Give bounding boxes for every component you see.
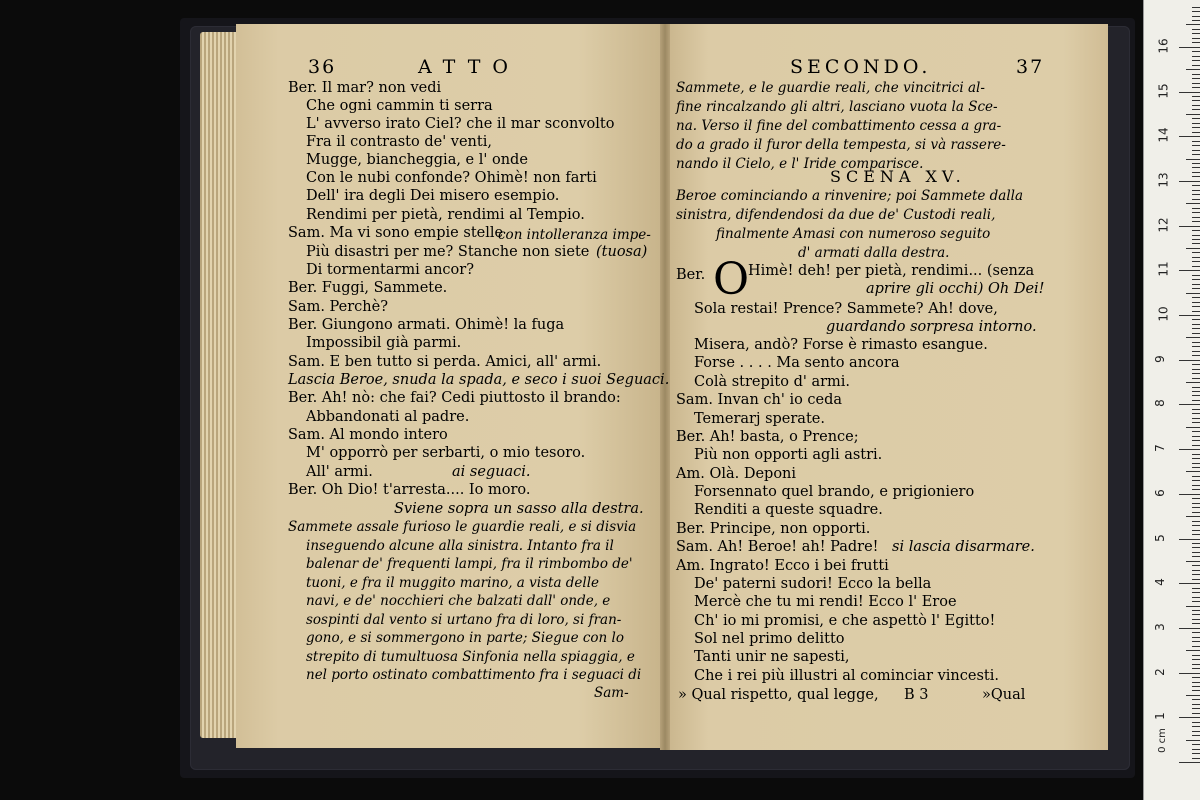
ruler-tick [1192, 51, 1200, 52]
ruler-tick [1192, 409, 1200, 410]
ruler-tick [1192, 476, 1200, 477]
ruler-tick [1192, 167, 1200, 168]
ruler-tick [1192, 458, 1200, 459]
ruler-tick [1192, 690, 1200, 691]
text-line: Am. Olà. Deponi [676, 466, 797, 482]
text-line: Con le nubi confonde? Ohimè! non farti [306, 170, 597, 186]
stage-direction: gono, e si sommergono in parte; Siegue con lo [306, 630, 624, 646]
ruler-tick [1192, 351, 1200, 352]
text-line: Himè! deh! per pietà, rendimi... (senza [748, 263, 1035, 279]
ruler-tick [1186, 650, 1200, 651]
ruler-tick [1192, 641, 1200, 642]
stage-direction: aprire gli occhi) Oh Dei! [866, 281, 1045, 297]
ruler-tick [1192, 369, 1200, 370]
ruler-tick [1192, 217, 1200, 218]
ruler-tick [1186, 203, 1200, 204]
ruler-unit-label: 0 cm [1156, 728, 1168, 753]
text-line: Mercè che tu mi rendi! Ecco l' Eroe [694, 594, 957, 610]
text-line: Colà strepito d' armi. [694, 374, 851, 390]
stage-direction: inseguendo alcune alla sinistra. Intanto fra il [306, 538, 614, 554]
ruler-tick [1192, 722, 1200, 723]
ruler-tick [1192, 208, 1200, 209]
ruler-tick [1186, 114, 1200, 115]
ruler-number: 7 [1152, 444, 1167, 452]
ruler-tick [1192, 20, 1200, 21]
ruler-tick [1192, 574, 1200, 575]
ruler-tick [1192, 431, 1200, 432]
left-page-number: 36 [308, 56, 337, 78]
ruler-tick [1192, 297, 1200, 298]
ruler-tick [1186, 471, 1200, 472]
text-line: L' avverso irato Ciel? che il mar sconvolto [306, 116, 615, 132]
ruler-tick [1192, 570, 1200, 571]
ruler-tick [1192, 489, 1200, 490]
ruler-tick [1192, 749, 1200, 750]
ruler-tick [1192, 664, 1200, 665]
ruler-number: 4 [1152, 578, 1167, 587]
ruler-tick [1179, 583, 1200, 584]
ruler-tick [1192, 614, 1200, 615]
ruler-tick [1192, 176, 1200, 177]
ruler-tick [1192, 319, 1200, 320]
ruler-tick [1192, 83, 1200, 84]
ruler-tick [1192, 530, 1200, 531]
ruler-tick [1192, 619, 1200, 620]
ruler-tick [1192, 364, 1200, 365]
ruler-tick [1192, 288, 1200, 289]
ruler-tick [1179, 181, 1200, 182]
text-line: Sam. Ma vi sono empie stelle [288, 225, 504, 241]
ruler-number: 15 [1156, 82, 1171, 99]
ruler-tick [1192, 194, 1200, 195]
ruler-number: 9 [1152, 354, 1167, 363]
ruler-tick [1192, 333, 1200, 334]
text-line: Ber. Ah! nò: che fai? Cedi piuttosto il brando: [288, 390, 621, 406]
ruler-tick [1192, 579, 1200, 580]
ruler-tick [1192, 592, 1200, 593]
ruler-tick [1179, 494, 1200, 495]
ruler-tick [1192, 440, 1200, 441]
ruler-tick [1192, 221, 1200, 222]
ruler-tick [1186, 561, 1200, 562]
ruler-tick [1192, 480, 1200, 481]
ruler-tick [1192, 16, 1200, 17]
text-line: De' paterni sudori! Ecco la bella [694, 576, 932, 592]
ruler-tick [1192, 87, 1200, 88]
text-line: Sam. Ah! Beroe! ah! Padre! [676, 539, 879, 555]
stage-direction: fine rincalzando gli altri, lasciano vuota la Sce- [676, 99, 998, 115]
ruler-tick [1179, 92, 1200, 93]
ruler-tick [1186, 695, 1200, 696]
ruler-tick [1186, 516, 1200, 517]
text-line: Misera, andò? Forse è rimasto esangue. [694, 337, 988, 353]
ruler-tick [1192, 659, 1200, 660]
ruler-tick [1192, 735, 1200, 736]
ruler-tick [1192, 212, 1200, 213]
stage-direction: (tuosa) [596, 244, 648, 260]
ruler-tick [1179, 360, 1200, 361]
ruler-tick [1192, 324, 1200, 325]
ruler-tick [1192, 29, 1200, 30]
ruler-tick [1192, 534, 1200, 535]
ruler-tick [1192, 467, 1200, 468]
ruler-tick [1192, 436, 1200, 437]
text-line: Renditi a queste squadre. [694, 502, 883, 518]
ruler-tick [1192, 753, 1200, 754]
text-line: Tanti unir ne sapesti, [694, 649, 850, 665]
ruler-tick [1192, 355, 1200, 356]
ruler-tick [1192, 400, 1200, 401]
ruler-number: 6 [1152, 488, 1167, 497]
ruler-tick [1192, 378, 1200, 379]
ruler-tick [1192, 123, 1200, 124]
ruler-number: 2 [1152, 667, 1167, 676]
ruler-tick [1192, 655, 1200, 656]
ruler-tick [1192, 199, 1200, 200]
ruler-tick [1192, 190, 1200, 191]
ruler-tick [1192, 646, 1200, 647]
ruler-tick [1192, 699, 1200, 700]
right-page-number: 37 [1016, 56, 1045, 78]
ruler-tick [1192, 668, 1200, 669]
ruler-tick [1192, 302, 1200, 303]
ruler-tick [1179, 762, 1200, 763]
ruler-tick [1192, 266, 1200, 267]
left-running-header: ATTO [418, 56, 520, 78]
ruler-tick [1192, 96, 1200, 97]
text-line: » Qual rispetto, qual legge, [678, 687, 879, 703]
ruler-tick [1192, 623, 1200, 624]
stage-direction: guardando sorpresa intorno. [826, 319, 1037, 335]
stage-direction: nel porto ostinato combattimento fra i seguaci di [306, 667, 642, 683]
ruler-tick [1179, 404, 1200, 405]
ruler-number: 8 [1152, 399, 1167, 408]
text-line: Sam. E ben tutto si perda. Amici, all' armi. [288, 354, 602, 370]
ruler-tick [1192, 11, 1200, 12]
ruler-tick [1192, 132, 1200, 133]
ruler-tick [1192, 552, 1200, 553]
ruler-tick [1192, 422, 1200, 423]
text-line: Forse . . . . Ma sento ancora [694, 355, 900, 371]
ruler-tick [1192, 677, 1200, 678]
stage-direction: d' armati dalla destra. [798, 245, 950, 261]
ruler-tick [1186, 24, 1200, 25]
stage-direction: nando il Cielo, e l' Iride comparisce. [676, 156, 924, 172]
ruler-tick [1192, 346, 1200, 347]
stage-direction: na. Verso il fine del combattimento cessa a gra- [676, 118, 1002, 134]
stage-direction: balenar de' frequenti lampi, fra il rimbombo de' [306, 556, 633, 572]
stage-direction: strepito di tumultuosa Sinfonia nella spiaggia, e [306, 649, 635, 665]
ruler-tick [1192, 731, 1200, 732]
stage-direction: ai seguaci. [452, 464, 531, 480]
signature-mark: B 3 [904, 687, 929, 703]
ruler-tick [1192, 252, 1200, 253]
text-line: Sam. Invan ch' io ceda [676, 392, 843, 408]
ruler-tick [1192, 185, 1200, 186]
ruler-tick [1192, 7, 1200, 8]
ruler-tick [1179, 628, 1200, 629]
ruler-tick [1192, 601, 1200, 602]
ruler-tick [1179, 717, 1200, 718]
text-line: Ber. Oh Dio! t'arresta.... Io moro. [288, 482, 531, 498]
ruler-tick [1192, 547, 1200, 548]
ruler-tick [1192, 512, 1200, 513]
text-line: Impossibil già parmi. [306, 335, 462, 351]
ruler-tick [1192, 306, 1200, 307]
text-line: Ber. Fuggi, Sammete. [288, 280, 448, 296]
ruler-tick [1186, 606, 1200, 607]
ruler-tick [1192, 118, 1200, 119]
text-line: Rendimi per pietà, rendimi al Tempio. [306, 207, 585, 223]
text-line: Ber. Il mar? non vedi [288, 80, 442, 96]
ruler-tick [1179, 226, 1200, 227]
text-line: Ber. Ah! basta, o Prence; [676, 429, 859, 445]
text-line: Più non opporti agli astri. [694, 447, 883, 463]
ruler-tick [1192, 387, 1200, 388]
text-line: Di tormentarmi ancor? [306, 262, 474, 278]
ruler-tick [1192, 726, 1200, 727]
ruler-tick [1192, 154, 1200, 155]
stage-direction: Sviene sopra un sasso alla destra. [394, 501, 644, 517]
catchword: »Qual [982, 687, 1026, 703]
ruler-tick [1192, 744, 1200, 745]
ruler-tick [1192, 395, 1200, 396]
ruler-tick [1186, 293, 1200, 294]
text-line: Ber. Giungono armati. Ohimè! la fuga [288, 317, 565, 333]
ruler-tick [1192, 109, 1200, 110]
ruler-tick [1192, 235, 1200, 236]
ruler-tick [1192, 42, 1200, 43]
ruler-tick [1192, 275, 1200, 276]
ruler-tick [1192, 328, 1200, 329]
ruler-tick [1192, 257, 1200, 258]
ruler-tick [1192, 141, 1200, 142]
ruler-tick [1192, 445, 1200, 446]
text-line: Ber. Principe, non opporti. [676, 521, 871, 537]
ruler-tick [1186, 69, 1200, 70]
ruler-number: 16 [1156, 38, 1171, 54]
text-line: Sola restai! Prence? Sammete? Ah! dove, [694, 301, 998, 317]
ruler-number: 13 [1156, 172, 1171, 188]
ruler-tick [1192, 713, 1200, 714]
text-line: Ch' io mi promisi, e che aspettò l' Egitto! [694, 613, 996, 629]
ruler-tick [1186, 382, 1200, 383]
stage-direction: Sammete, e le guardie reali, che vincitrici al- [676, 80, 985, 96]
ruler-tick [1192, 239, 1200, 240]
ruler-tick [1192, 418, 1200, 419]
ruler-tick [1192, 686, 1200, 687]
text-line: Abbandonati al padre. [306, 409, 470, 425]
text-line: Am. Ingrato! Ecco i bei frutti [676, 558, 889, 574]
text-line: Che ogni cammin ti serra [306, 98, 493, 114]
ruler-tick [1192, 65, 1200, 66]
ruler-tick [1192, 261, 1200, 262]
ruler-tick [1192, 33, 1200, 34]
ruler-tick [1179, 47, 1200, 48]
ruler-tick [1192, 503, 1200, 504]
ruler-number: 5 [1152, 533, 1167, 542]
ruler-tick [1192, 78, 1200, 79]
ruler-tick [1179, 270, 1200, 271]
ruler-tick [1192, 543, 1200, 544]
ruler-tick [1192, 597, 1200, 598]
ruler-tick [1192, 145, 1200, 146]
ruler-tick [1179, 673, 1200, 674]
ruler-tick [1192, 230, 1200, 231]
ruler-tick [1179, 539, 1200, 540]
ruler-tick [1192, 507, 1200, 508]
ruler-tick [1192, 311, 1200, 312]
ruler-tick [1192, 682, 1200, 683]
ruler-tick [1192, 60, 1200, 61]
scene-heading: SCENA XV. [830, 167, 966, 186]
text-line: Sam. Al mondo intero [288, 427, 448, 443]
text-line: Più disastri per me? Stanche non siete [306, 244, 590, 260]
text-line: Che i rei più illustri al cominciar vincesti. [694, 668, 999, 684]
stage-direction: navi, e de' nocchieri che balzati dall' onde, e [306, 593, 611, 609]
ruler-tick [1179, 136, 1200, 137]
ruler-tick [1186, 740, 1200, 741]
measurement-ruler [1143, 0, 1200, 800]
ruler-tick [1192, 637, 1200, 638]
ruler-tick [1192, 105, 1200, 106]
text-line: Fra il contrasto de' venti, [306, 134, 492, 150]
ruler-number: 11 [1156, 261, 1171, 277]
ruler-tick [1192, 525, 1200, 526]
ruler-tick [1192, 74, 1200, 75]
ruler-tick [1192, 521, 1200, 522]
ruler-number: 3 [1152, 623, 1167, 631]
stage-direction: finalmente Amasi con numeroso seguito [716, 226, 991, 242]
ruler-tick [1192, 243, 1200, 244]
ruler-tick [1192, 588, 1200, 589]
stage-direction: Beroe cominciando a rinvenire; poi Sammete dalla [676, 188, 1024, 204]
ruler-tick [1192, 632, 1200, 633]
ruler-tick [1192, 485, 1200, 486]
stage-direction: si lascia disarmare. [892, 539, 1035, 555]
ruler-tick [1179, 315, 1200, 316]
ruler-tick [1192, 279, 1200, 280]
ruler-tick [1186, 159, 1200, 160]
ruler-tick [1192, 498, 1200, 499]
ruler-tick [1192, 704, 1200, 705]
ruler-tick [1192, 708, 1200, 709]
stage-direction: Lascia Beroe, snuda la spada, e seco i suoi Seguaci. [288, 372, 670, 388]
text-line: Mugge, biancheggia, e l' onde [306, 152, 528, 168]
ruler-tick [1186, 427, 1200, 428]
text-line: Sam. Perchè? [288, 299, 388, 315]
drop-capital: O [713, 254, 750, 305]
ruler-tick [1192, 413, 1200, 414]
text-line: All' armi. [306, 464, 373, 480]
stage-direction: sinistra, difendendosi da due de' Custodi reali, [676, 207, 996, 223]
ruler-tick [1192, 172, 1200, 173]
ruler-number: 1 [1152, 712, 1167, 721]
ruler-number: 14 [1156, 127, 1171, 143]
ruler-tick [1192, 463, 1200, 464]
ruler-tick [1186, 248, 1200, 249]
ruler-tick [1192, 342, 1200, 343]
ruler-tick [1192, 565, 1200, 566]
ruler-tick [1192, 163, 1200, 164]
text-line: Forsennato quel brando, e prigioniero [694, 484, 975, 500]
ruler-tick [1192, 150, 1200, 151]
stage-direction: tuoni, e fra il muggito marino, a vista delle [306, 575, 600, 591]
text-line: M' opporrò per serbarti, o mio tesoro. [306, 445, 586, 461]
ruler-tick [1192, 556, 1200, 557]
stage-direction: con intolleranza impe- [498, 227, 651, 243]
stage-direction: Sammete assale furioso le guardie reali, e si disvia [288, 519, 637, 535]
ruler-number: 12 [1156, 216, 1171, 233]
ruler-tick [1192, 38, 1200, 39]
speaker-label: Ber. [676, 267, 706, 283]
ruler-tick [1192, 100, 1200, 101]
text-line: Temerarj sperate. [694, 411, 825, 427]
stage-direction: sospinti dal vento si urtano fra di loro, si fran- [306, 612, 622, 628]
ruler-tick [1192, 758, 1200, 759]
ruler-tick [1192, 127, 1200, 128]
ruler-tick [1192, 610, 1200, 611]
ruler-tick [1192, 284, 1200, 285]
right-running-header: SECONDO. [790, 56, 932, 78]
ruler-number: 10 [1156, 306, 1171, 322]
ruler-tick [1179, 449, 1200, 450]
ruler-tick [1192, 391, 1200, 392]
ruler-tick [1192, 373, 1200, 374]
text-line: Dell' ira degli Dei misero esempio. [306, 188, 560, 204]
catchword: Sam- [594, 685, 629, 701]
ruler-tick [1192, 454, 1200, 455]
text-line: Sol nel primo delitto [694, 631, 845, 647]
stage-direction: do a grado il furor della tempesta, si và rassere- [676, 137, 1006, 153]
ruler-tick [1186, 337, 1200, 338]
ruler-tick [1192, 56, 1200, 57]
